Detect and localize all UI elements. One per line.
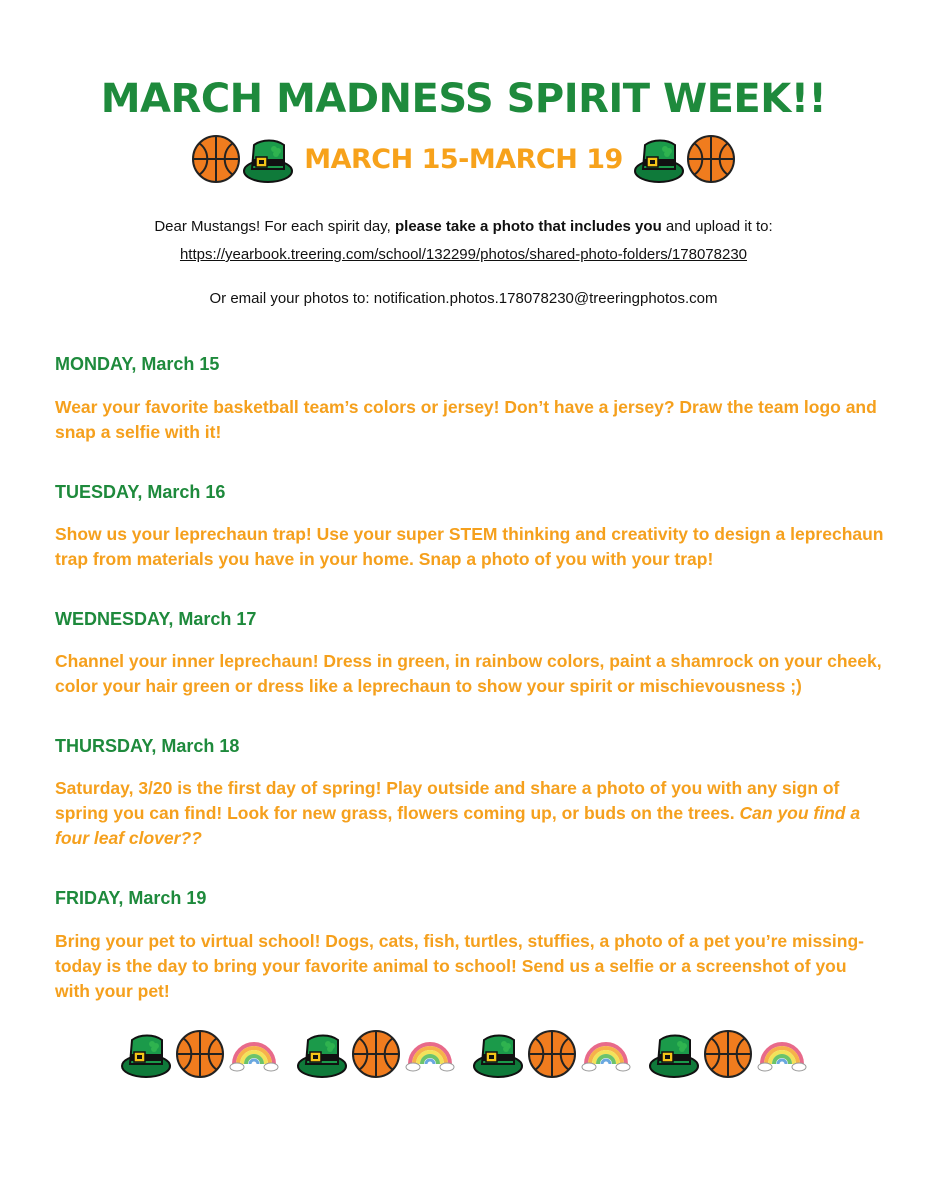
day-text-thursday [55, 776, 885, 851]
rainbow-icon [756, 1028, 808, 1080]
day-heading-wednesday: WEDNESDAY, March 17 [55, 609, 257, 629]
leprechaun-hat-icon [120, 1028, 172, 1080]
day-text-tuesday: Show us your leprechaun trap! Use your super STEM thinking and creativity to design a leprechaun trap from materials you have in your home. Snap a photo of you with your trap! [55, 524, 884, 569]
day-text-friday: Bring your pet to virtual school! Dogs, cats, fish, turtles, stuffies, a photo of a pet you’re missing- today is the day to bring your favorite animal to school! Send us a selfie or a screenshot of you with your pet! [55, 931, 864, 1001]
basketball-icon [526, 1028, 578, 1080]
day-heading-tuesday: TUESDAY, March 16 [55, 482, 226, 502]
intro-bold: please take a photo that includes you [395, 218, 662, 235]
leprechaun-hat-icon [472, 1028, 524, 1080]
day-text-wednesday: Channel your inner leprechaun! Dress in green, in rainbow colors, paint a shamrock on your cheek, color your hair green or dress like a leprechaun to show your spirit or mischievousness ;) [55, 651, 882, 696]
rainbow-icon [228, 1028, 280, 1080]
basketball-icon [702, 1028, 754, 1080]
intro-start: Dear Mustangs! For each spirit day, [154, 218, 395, 235]
thursday-italic: Can you find a four leaf clover?? [55, 803, 861, 848]
page-title: MARCH MADNESS SPIRIT WEEK!! [100, 76, 827, 122]
upload-link[interactable]: https://yearbook.treering.com/school/132299/photos/shared-photo-folders/178078230 [179, 246, 748, 263]
leprechaun-hat-icon [242, 133, 294, 185]
day-heading-monday: MONDAY, March 15 [55, 354, 220, 374]
day-heading-thursday: THURSDAY, March 18 [55, 736, 240, 756]
leprechaun-hat-icon [633, 133, 685, 185]
rainbow-icon [580, 1028, 632, 1080]
leprechaun-hat-icon [648, 1028, 700, 1080]
basketball-icon [190, 133, 242, 185]
intro-end: and upload it to: [661, 218, 773, 235]
upload-link-line [0, 246, 927, 263]
day-heading-friday: FRIDAY, March 19 [55, 888, 207, 908]
thursday-text: Saturday, 3/20 is the first day of spring! Play outside and share a photo of you with any sign of spring you can find! Look for new grass, flowers coming up, or buds on the trees. [55, 778, 840, 823]
date-banner [0, 130, 927, 188]
footer-icon-row [0, 1028, 927, 1080]
rainbow-icon [404, 1028, 456, 1080]
leprechaun-hat-icon [296, 1028, 348, 1080]
date-range: MARCH 15-MARCH 19 [304, 143, 623, 175]
day-text-monday: Wear your favorite basketball team’s colors or jersey! Don’t have a jersey? Draw the team logo and snap a selfie with it! [55, 397, 877, 442]
email-line: Or email your photos to: notification.photos.178078230@treeringphotos.com [209, 290, 718, 307]
basketball-icon [174, 1028, 226, 1080]
intro-text [0, 218, 927, 235]
basketball-icon [350, 1028, 402, 1080]
basketball-icon [685, 133, 737, 185]
